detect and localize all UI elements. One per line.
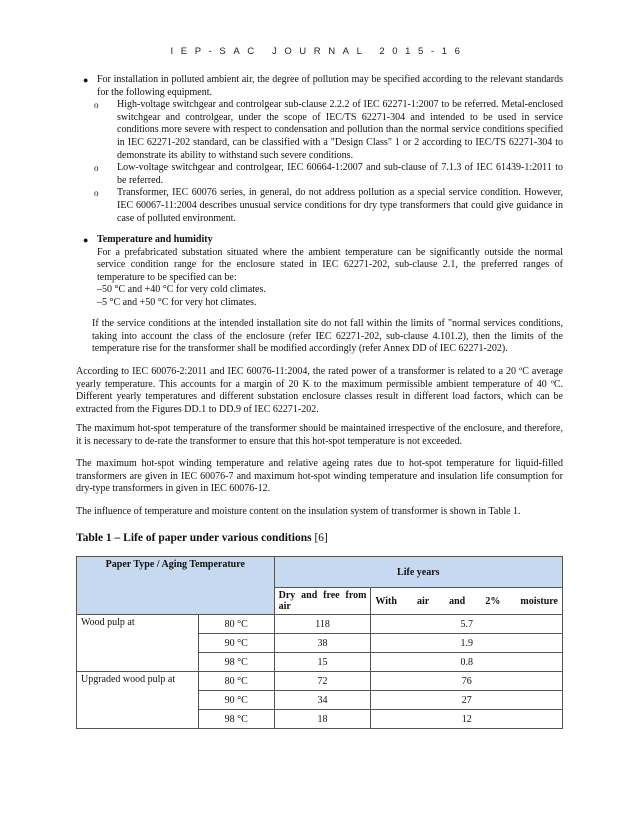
dry-cell: 18 bbox=[274, 710, 371, 729]
dry-cell: 72 bbox=[274, 672, 371, 691]
para-influence: The influence of temperature and moisture content on the insulation system of transformer is shown in Table 1. bbox=[76, 506, 521, 517]
dry-cell: 118 bbox=[274, 615, 371, 634]
para-winding: The maximum hot-spot winding temperature and relative ageing rates due to hot-spot temperature for liquid-filled transformers are given in IEC 60076-7 and maximum hot-spot winding temperature and insulation life consumption for dry-type transformers in given in IEC 60076-12. bbox=[76, 458, 563, 495]
dry-cell: 38 bbox=[274, 634, 371, 653]
temp-cell: 90 °C bbox=[198, 634, 274, 653]
bullet-temperature-text: For a prefabricated substation situated where the ambient temperature can be significantly outside the normal service condition range for the enclosure stated in IEC 62271-202, sub-clause 2.1, the preferred ranges of temperature to be specified can be: bbox=[97, 246, 563, 283]
header-life-years: Life years bbox=[274, 557, 562, 588]
bullet-temperature-title: Temperature and humidity bbox=[97, 234, 213, 245]
table-caption: Table 1 – Life of paper under various conditions [6] bbox=[76, 532, 328, 544]
table-row bbox=[77, 615, 563, 634]
range-cold: –50 °C and +40 °C for very cold climates. bbox=[97, 284, 266, 296]
range-hot: –5 °C and +50 °C for very hot climates. bbox=[97, 296, 257, 308]
dry-cell: 34 bbox=[274, 691, 371, 710]
dry-cell: 15 bbox=[274, 653, 371, 672]
bullet-pollution-text: For installation in polluted ambient air, the degree of pollution may be specified according to the relevant standards for the following equipment. bbox=[97, 74, 563, 98]
sub-bullet-icon: o bbox=[94, 188, 99, 199]
wet-cell: 1.9 bbox=[371, 634, 563, 653]
bullet-icon: ● bbox=[83, 75, 89, 85]
wet-cell: 0.8 bbox=[371, 653, 563, 672]
header-dry: Dry and free from air bbox=[274, 588, 371, 615]
header-paper-type: Paper Type / Aging Temperature bbox=[77, 557, 275, 615]
sub-bullet-icon: o bbox=[94, 100, 99, 111]
sub-item-low-voltage: o Low-voltage switchgear and controlgear, IEC 60664-1:2007 and sub-clause of 7.1.3 of IEC 61439-1:2011 to be referred. bbox=[94, 162, 563, 186]
sub-item-transformer: o Transformer, IEC 60076 series, in general, do not address pollution as a special service condition. However, IEC 60067-11:2004 describes unusual service conditions for dry type transformers that could give guidance in case of polluted environment. bbox=[94, 187, 563, 224]
para-hotspot: The maximum hot-spot temperature of the transformer should be maintained irrespective of the enclosure, and therefore, it is necessary to de-rate the transformer to ensure that this hot-spot temperature is not exceeded. bbox=[76, 423, 563, 447]
temp-cell: 80 °C bbox=[198, 672, 274, 691]
temp-cell: 98 °C bbox=[198, 710, 274, 729]
table-row bbox=[77, 672, 563, 691]
para-service-conditions: If the service conditions at the intended installation site do not fall within the limits of "normal services conditions, taking into account the class of the enclosure (refer IEC 62271-202, sub-clause 4.101.2), then the limits of the temperature rise for the transformer shall be modified accordingly (refer Annex DD of IEC 62271-202). bbox=[92, 318, 563, 355]
type-cell: Upgraded wood pulp at bbox=[77, 672, 199, 729]
running-header: IEP-SAC JOURNAL 2015-16 bbox=[170, 46, 468, 57]
bullet-temperature bbox=[83, 234, 563, 310]
temp-cell: 90 °C bbox=[198, 691, 274, 710]
wet-cell: 12 bbox=[371, 710, 563, 729]
type-cell: Wood pulp at bbox=[77, 615, 199, 672]
bullet-icon: ● bbox=[83, 235, 89, 245]
sub-item-high-voltage: o High-voltage switchgear and controlgear sub-clause 2.2.2 of IEC 62271-1:2007 to be referred. Metal-enclosed switchgear and controlgear, under the scope of IEC/TS 62271-304 and intended to be used in service conditions more severe with respect to condensation and pollution than the normal service conditions specified in IEC 62271-202 standard, can be classified with a "Design Class" 1 or 2 according to IEC/TS 62271-304 to demonstrate its ability to withstand such severe conditions. bbox=[94, 99, 563, 161]
sub-bullet-icon: o bbox=[94, 163, 99, 174]
temp-cell: 80 °C bbox=[198, 615, 274, 634]
para-according: According to IEC 60076-2:2011 and IEC 60076-11:2004, the rated power of a transformer is related to a 20 ºC average yearly temperature. This accounts for a margin of 20 K to the maximum permissible ambient temperature of 40 ºC. Different yearly temperatures and different substation enclosure classes result in different load factors, which can be extracted from the Figures DD.1 to DD.9 of IEC 62271-202. bbox=[76, 366, 563, 415]
life-of-paper-table bbox=[76, 556, 563, 729]
bullet-pollution bbox=[83, 74, 563, 225]
wet-cell: 27 bbox=[371, 691, 563, 710]
wet-cell: 76 bbox=[371, 672, 563, 691]
wet-cell: 5.7 bbox=[371, 615, 563, 634]
header-wet: With air and 2% moisture bbox=[371, 588, 563, 615]
temp-cell: 98 °C bbox=[198, 653, 274, 672]
